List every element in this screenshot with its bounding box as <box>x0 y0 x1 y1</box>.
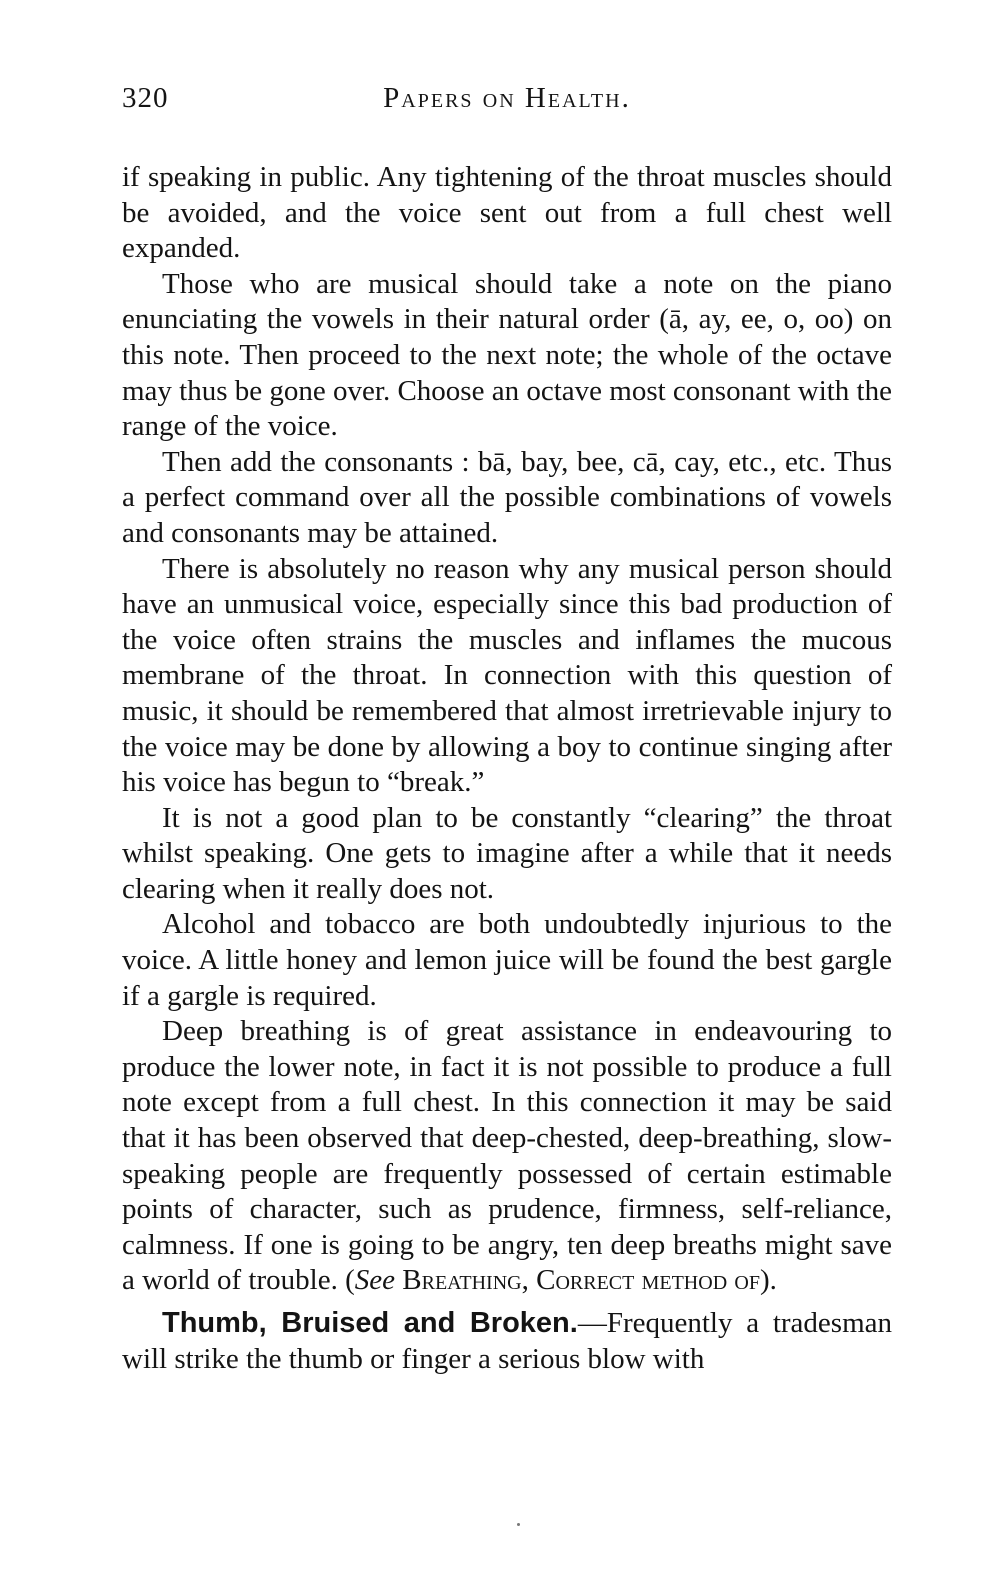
page-number: 320 <box>122 82 169 114</box>
entry-heading: Thumb, Bruised and Broken. <box>162 1307 578 1339</box>
entry-text: —Frequently a tradesman will strike the thumb or finger a serious blow with <box>122 1307 893 1375</box>
print-speck <box>517 1523 520 1526</box>
see-label: See <box>354 1264 396 1297</box>
body-text <box>122 160 892 1377</box>
paragraph-musical-vowels: Those who are musical should take a note on the piano enunciating the vowels in their natural order (ā, ay, ee, o, oo) on this note. Then proceed to the next note; the whole of the octave may thus be gone over. Choose an octave most consonant with the range of the voice. <box>122 267 892 443</box>
paragraph-unmusical-voice: There is absolutely no reason why any musical person should have an unmusical voice, especially since this bad production of the voice often strains the muscles and inflames the mucous membrane of the throat. In connection with this question of music, it should be remembered that almost irretrievable injury to the voice may be done by allowing a boy to continue singing after his voice has begun to “break.” <box>122 552 892 799</box>
running-title: Papers on Health. <box>383 82 631 114</box>
paragraph-consonants: Then add the consonants : bā, bay, bee, cā, cay, etc., etc. Thus a perfect command over all the possible combinations of vowels and consonants may be attained. <box>122 445 892 549</box>
cross-reference: (See Breathing, Correct method of). <box>345 1264 777 1297</box>
entry-thumb <box>122 1306 892 1377</box>
paragraph-alcohol-tobacco: Alcohol and tobacco are both undoubtedly injurious to the voice. A little honey and lemon juice will be found the best gargle if a gargle is required. <box>122 908 892 1012</box>
deep-breathing-text: Deep breathing is of great assistance in endeavouring to produce the lower note, in fact it is not possible to produce a full note except from a full chest. In this connection it may be said that it has been observed that deep-chested, deep-breathing, slow-speaking people are frequently possessed of certain estimable points of character, such as prudence, firmness, self-reliance, calmness. If one is going to be angry, ten deep breaths might save a world of trouble. <box>122 1015 892 1297</box>
paragraph-continued: if speaking in public. Any tightening of the throat muscles should be avoided, and the voice sent out from a full chest well expanded. <box>122 161 892 265</box>
paragraph-deep-breathing <box>122 1014 892 1299</box>
paragraph-clearing-throat: It is not a good plan to be constantly “clearing” the throat whilst speaking. One gets to imagine after a while that it needs clearing when it really does not. <box>122 801 892 905</box>
cross-reference-target: Breathing, Correct method of <box>402 1264 760 1297</box>
page-header <box>122 82 892 122</box>
